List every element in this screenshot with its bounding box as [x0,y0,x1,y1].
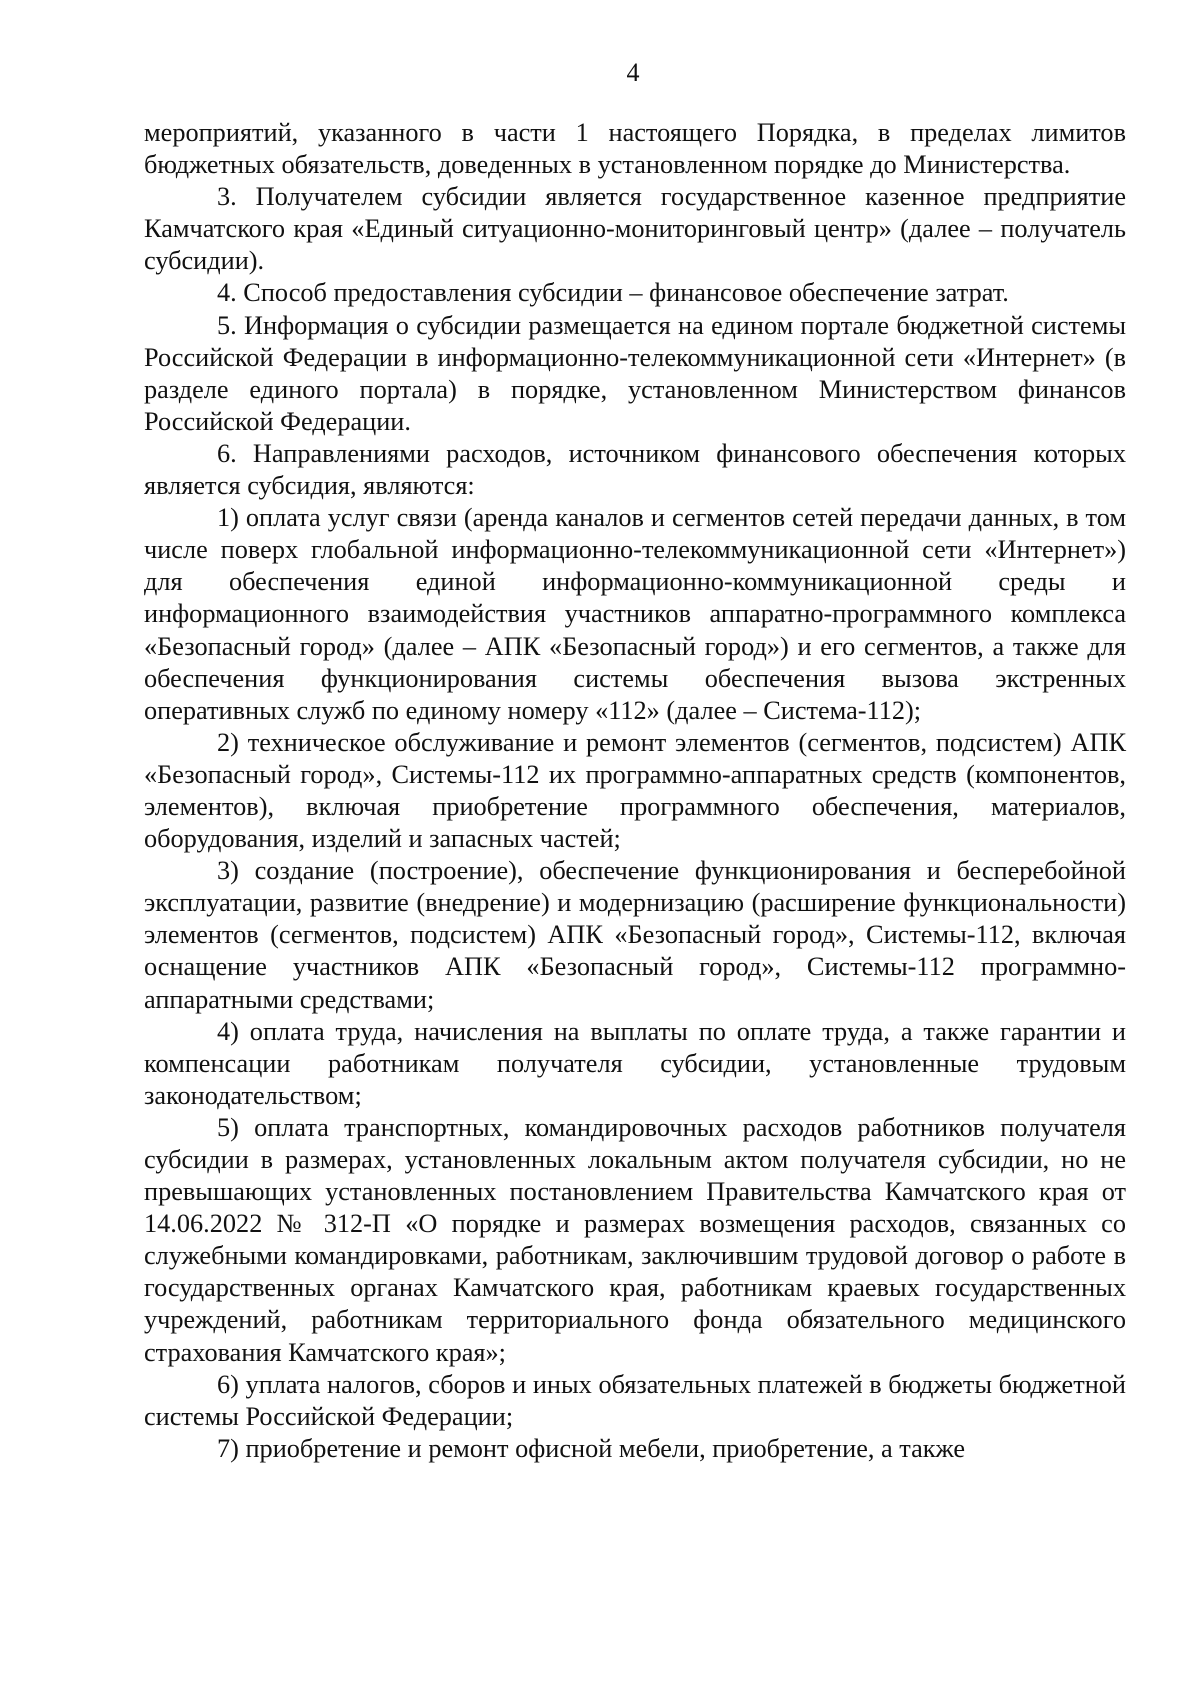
list-item-5-travel: 5) оплата транспортных, командировочных расходов работников получателя субсидии в размерах, установленных локальным актом получателя субсидии, но не превышающих установленных постановлением Правительства Камчатского края от 14.06.2022 № 312-П «О порядке и размерах возмещения расходов, связанных со служебными командировками, работникам, заключившим трудовой договор о работе в государственных органах Камчатского края, работникам краевых государственных учреждений, работникам территориального фонда обязательного медицинского страхования Камчатского края»; [144,1112,1126,1367]
list-item-6-taxes: 6) уплата налогов, сборов и иных обязательных платежей в бюджеты бюджетной системы Российской Федерации; [144,1369,1126,1431]
paragraph-item-6-directions: 6. Направлениями расходов, источником финансового обеспечения которых является субсидия, являются: [144,438,1126,501]
list-item-1-communication: 1) оплата услуг связи (аренда каналов и сегментов сетей передачи данных, в том числе поверх глобальной информационно-телекоммуникационной сети «Интернет») для обеспечения единой информационно-коммуникационной среды и информационного взаимодействия участников аппаратно-программного комплекса «Безопасный город» (далее – АПК «Безопасный город») и его сегментов, а также для обеспечения функционирования системы обеспечения вызова экстренных оперативных служб по единому номеру «112» (далее – Система-112); [144,503,1126,725]
paragraph-item-5-information: 5. Информация о субсидии размещается на едином портале бюджетной системы Российской Федерации в информационно-телекоммуникационной сети «Интернет» (в разделе единого портала) в порядке, установленном Министерством финансов Российской Федерации. [144,310,1126,436]
paragraph-continuation: мероприятий, указанного в части 1 настоящего Порядка, в пределах лимитов бюджетных обязательств, доведенных в установленном порядке до Министерства. [144,118,1126,180]
page-number: 4 [626,58,640,87]
paragraph-item-3-recipient: 3. Получателем субсидии является государственное казенное предприятие Камчатского края «Единый ситуационно-мониторинговый центр» (далее – получатель субсидии). [144,182,1126,276]
paragraph-item-4-method: 4. Способ предоставления субсидии – финансовое обеспечение затрат. [217,278,1009,308]
list-item-4-salary: 4) оплата труда, начисления на выплаты по оплате труда, а также гарантии и компенсации работникам получателя субсидии, установленные трудовым законодательством; [144,1016,1126,1110]
list-item-3-creation: 3) создание (построение), обеспечение функционирования и бесперебойной эксплуатации, развитие (внедрение) и модернизацию (расширение функциональности) элементов (сегментов, подсистем) АПК «Безопасный город», Системы-112, включая оснащение участников АПК «Безопасный город», Системы-112 программно-аппаратными средствами; [144,856,1126,1014]
list-item-2-maintenance: 2) техническое обслуживание и ремонт элементов (сегментов, подсистем) АПК «Безопасный город», Системы-112 их программно-аппаратных средств (компонентов, элементов), включая приобретение программного обеспечения, материалов, оборудования, изделий и запасных частей; [144,727,1126,854]
list-item-7-furniture: 7) приобретение и ремонт офисной мебели, приобретение, а также [217,1433,966,1463]
document-body [144,117,1126,1465]
